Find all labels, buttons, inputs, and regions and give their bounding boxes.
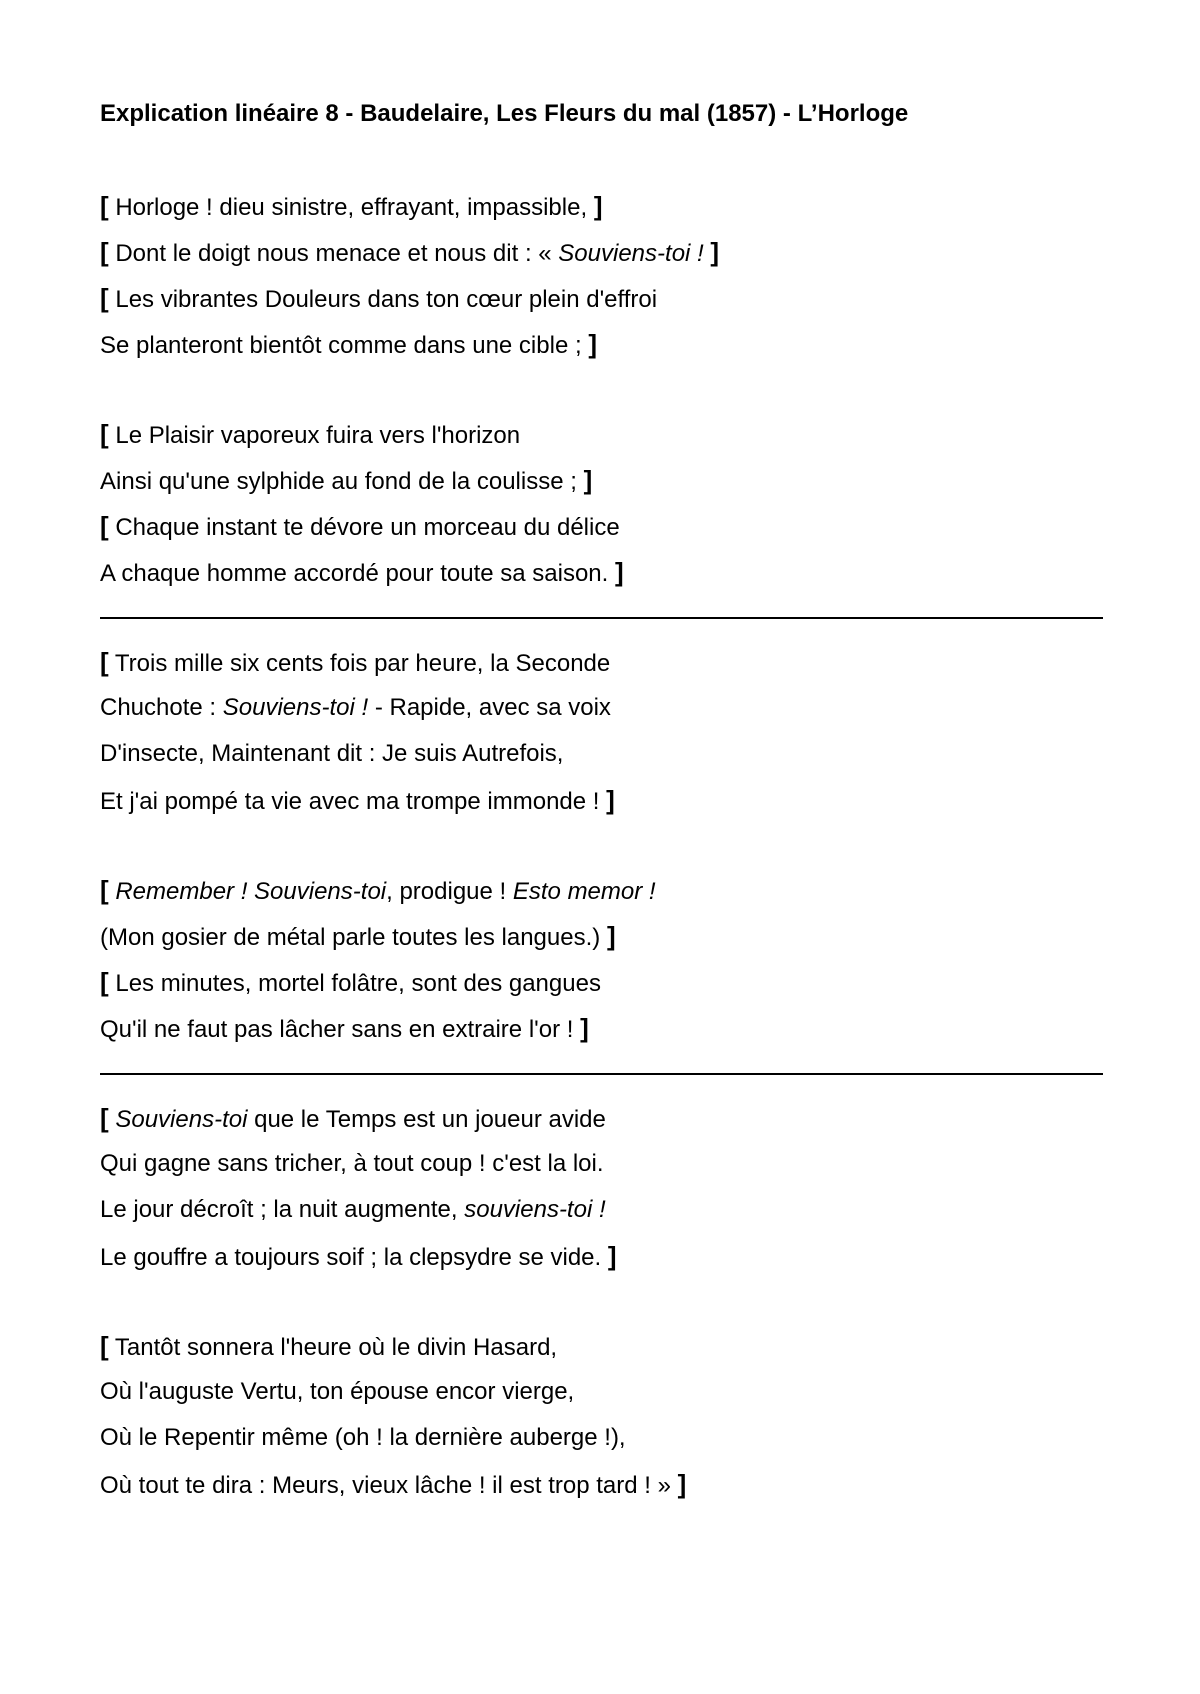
verse-text: Horloge ! dieu sinistre, effrayant, impassible, <box>115 194 588 221</box>
verse-text: - Rapide, avec sa voix <box>368 694 611 721</box>
verse-italic: souviens-toi ! <box>464 1196 606 1223</box>
verse-italic: Souviens-toi ! <box>558 240 704 267</box>
section-divider <box>100 1073 1103 1075</box>
verse-italic: Esto memor ! <box>512 878 656 905</box>
verse-text: D'insecte, Maintenant dit : Je suis Autrefois, <box>100 740 564 767</box>
verse-text: Dont le doigt nous menace et nous dit : « <box>115 240 559 267</box>
open-bracket: [ <box>100 237 109 267</box>
stanza1-line3 <box>100 282 657 316</box>
stanza5-line4 <box>100 1240 617 1274</box>
open-bracket: [ <box>100 1331 109 1361</box>
stanza5-line1 <box>100 1102 606 1136</box>
open-bracket: [ <box>100 191 109 221</box>
verse-text: Ainsi qu'une sylphide au fond de la coulisse ; <box>100 468 577 495</box>
close-bracket: ] <box>607 1241 617 1271</box>
verse-text: Qu'il ne faut pas lâcher sans en extraire l'or ! <box>100 1016 574 1043</box>
stanza1-line2 <box>100 236 719 270</box>
verse-text: Le jour décroît ; la nuit augmente, <box>100 1196 465 1223</box>
verse-text: Trois mille six cents fois par heure, la Seconde <box>114 650 611 677</box>
verse-text: Le Plaisir vaporeux fuira vers l'horizon <box>115 422 521 449</box>
close-bracket: ] <box>583 465 593 495</box>
open-bracket: [ <box>100 647 109 677</box>
open-bracket: [ <box>100 511 109 541</box>
stanza6-line1 <box>100 1330 557 1364</box>
close-bracket: ] <box>606 785 615 815</box>
stanza6-line4 <box>100 1468 686 1502</box>
stanza5-line3 <box>100 1194 606 1226</box>
open-bracket: [ <box>100 283 109 313</box>
stanza3-line3 <box>100 738 563 770</box>
stanza6-line2 <box>100 1376 574 1408</box>
verse-text: (Mon gosier de métal parle toutes les langues.) <box>100 924 601 951</box>
open-bracket: [ <box>100 967 109 997</box>
close-bracket: ] <box>580 1013 589 1043</box>
stanza6-line3 <box>100 1422 626 1454</box>
verse-italic: Souviens-toi <box>115 1106 248 1133</box>
stanza3-line1 <box>100 646 610 680</box>
stanza3-line2 <box>100 692 611 724</box>
stanza4-line3 <box>100 966 601 1000</box>
stanza4-line1 <box>100 874 656 908</box>
stanza1-line4 <box>100 328 597 362</box>
stanza3-line4 <box>100 784 615 818</box>
verse-text: Chaque instant te dévore un morceau du délice <box>115 514 620 541</box>
verse-italic: Souviens-toi ! <box>222 694 369 721</box>
verse-text: Où l'auguste Vertu, ton épouse encor vierge, <box>100 1378 575 1405</box>
open-bracket: [ <box>100 419 109 449</box>
stanza2-line4 <box>100 556 624 590</box>
open-bracket: [ <box>100 1103 109 1133</box>
stanza2-line1 <box>100 418 520 452</box>
verse-text: Les minutes, mortel folâtre, sont des gangues <box>115 970 601 997</box>
verse-text: Les vibrantes Douleurs dans ton cœur plein d'effroi <box>115 286 658 313</box>
verse-text: Le gouffre a toujours soif ; la clepsydre se vide. <box>100 1244 602 1271</box>
open-bracket: [ <box>100 875 109 905</box>
close-bracket: ] <box>588 329 597 359</box>
document-title: Explication linéaire 8 - Baudelaire, Les Fleurs du mal (1857) - L’Horloge <box>100 100 909 127</box>
close-bracket: ] <box>677 1469 687 1499</box>
verse-text: Qui gagne sans tricher, à tout coup ! c'est la loi. <box>100 1150 604 1177</box>
verse-text: Se planteront bientôt comme dans une cible ; <box>100 332 582 359</box>
verse-text: que le Temps est un joueur avide <box>247 1106 606 1133</box>
close-bracket: ] <box>606 921 616 951</box>
verse-text: Où tout te dira : Meurs, vieux lâche ! il est trop tard ! » <box>100 1472 671 1499</box>
stanza1-line1 <box>100 190 602 224</box>
verse-italic: Remember ! Souviens-toi <box>115 878 387 905</box>
section-divider <box>100 617 1103 619</box>
verse-text: , prodigue ! <box>386 878 513 905</box>
stanza5-line2 <box>100 1148 604 1180</box>
stanza4-line2 <box>100 920 616 954</box>
close-bracket: ] <box>593 191 603 221</box>
verse-text: Tantôt sonnera l'heure où le divin Hasard, <box>114 1334 558 1361</box>
verse-text: Où le Repentir même (oh ! la dernière auberge !), <box>100 1424 626 1451</box>
stanza4-line4 <box>100 1012 589 1046</box>
stanza2-line3 <box>100 510 620 544</box>
close-bracket: ] <box>614 557 624 587</box>
verse-text: Et j'ai pompé ta vie avec ma trompe immonde ! <box>100 788 600 815</box>
stanza2-line2 <box>100 464 592 498</box>
verse-text: A chaque homme accordé pour toute sa saison. <box>100 560 609 587</box>
close-bracket: ] <box>710 237 720 267</box>
verse-text: Chuchote : <box>100 694 223 721</box>
